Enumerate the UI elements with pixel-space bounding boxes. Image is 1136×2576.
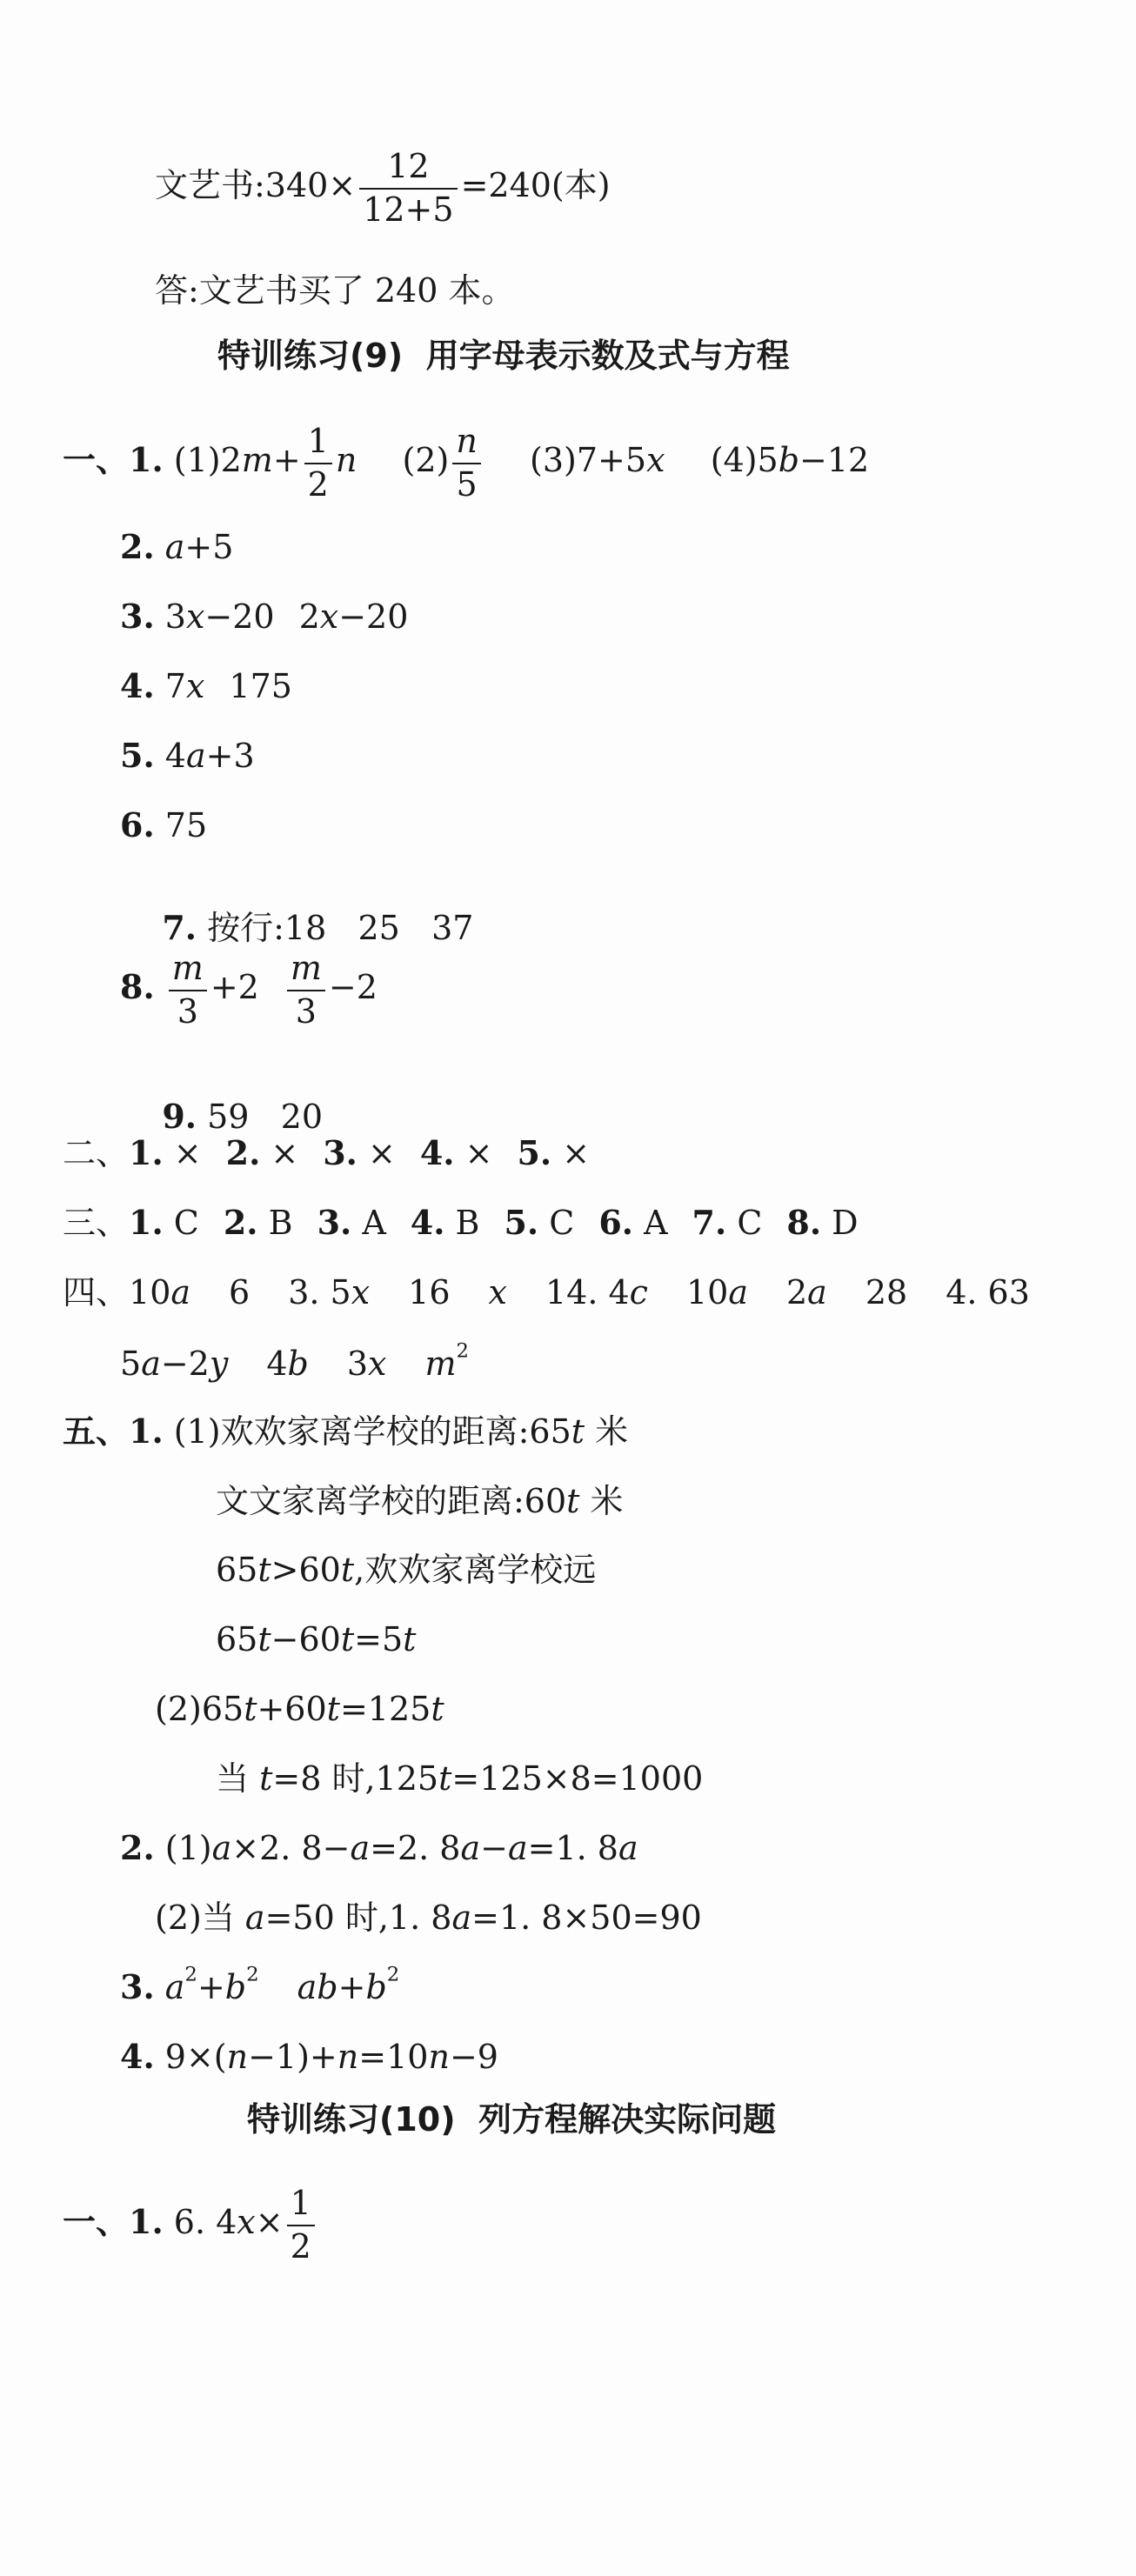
variable: a xyxy=(164,1968,185,2006)
variable: x xyxy=(646,441,665,480)
item-label: 7. xyxy=(692,1203,727,1242)
item-text: =10 xyxy=(358,2038,429,2076)
variable: a xyxy=(807,1273,827,1311)
item-text: 5 xyxy=(120,1345,142,1383)
item-text: =2. 8 xyxy=(370,1829,461,1867)
item-label: 3. xyxy=(120,597,155,636)
variable: m xyxy=(424,1345,457,1383)
variable: a xyxy=(507,1829,528,1867)
item-text: +5 xyxy=(184,528,234,566)
item-text: 2 xyxy=(785,1273,808,1311)
variable: t xyxy=(566,1482,580,1520)
variable: a xyxy=(170,1273,191,1311)
variable: a xyxy=(211,1829,232,1867)
item-text: +2 xyxy=(210,968,259,1007)
item-label: 8. xyxy=(786,1203,822,1242)
q1-item2 xyxy=(120,527,234,566)
q5-1-line2 xyxy=(216,1482,624,1520)
fraction-denominator: 2 xyxy=(290,2226,311,2266)
variable: t xyxy=(571,1412,585,1451)
item-text: 文文家离学校的距离:60 xyxy=(216,1482,567,1520)
variable: b xyxy=(778,441,800,480)
fraction-denominator: 3 xyxy=(295,991,317,1031)
fraction-numerator: 12 xyxy=(359,148,457,190)
q1-item4 xyxy=(120,666,292,705)
item-text: =50 时,1. 8 xyxy=(264,1899,452,1937)
fraction-denominator: 12+5 xyxy=(363,190,454,229)
item-text: 59 20 xyxy=(207,1098,324,1136)
item-label: 三、 xyxy=(63,1204,130,1242)
variable: a xyxy=(728,1273,748,1311)
q5-2-line2 xyxy=(155,1899,702,1937)
wenyi-answer: 答:文艺书买了 240 本。 xyxy=(155,271,515,310)
item-text: 75 xyxy=(164,806,208,844)
item-label: 2. xyxy=(223,1203,258,1242)
choice: C xyxy=(737,1204,763,1242)
item-text: 4 xyxy=(164,737,186,775)
item-text: + xyxy=(197,1968,225,2006)
wenyi-calc xyxy=(155,148,611,229)
q2-row xyxy=(63,1133,591,1172)
q5-3 xyxy=(120,1963,400,2006)
variable: t xyxy=(257,1551,271,1589)
item-label: 5. xyxy=(517,1133,552,1172)
variable: n xyxy=(335,441,358,480)
choice: B xyxy=(455,1204,480,1242)
item-label: 3. xyxy=(120,1967,155,2006)
item-label: 5. xyxy=(504,1203,539,1242)
q1-item3 xyxy=(120,597,409,636)
item-label: 4. xyxy=(410,1203,445,1242)
item-text: 4 xyxy=(266,1345,288,1383)
fraction xyxy=(304,423,332,504)
item-label: 6. xyxy=(598,1203,633,1242)
variable: t xyxy=(340,1551,355,1589)
item-text: + xyxy=(272,441,301,480)
item-text: × xyxy=(255,2203,284,2242)
q1-item6 xyxy=(120,805,208,844)
variable: n xyxy=(428,2038,450,2076)
fraction-numerator: m xyxy=(169,950,207,991)
item-text: 14. 4 xyxy=(545,1273,630,1311)
variable: x xyxy=(368,1345,387,1383)
item-text: (2)当 xyxy=(155,1899,245,1937)
item-text: 当 xyxy=(216,1759,260,1798)
cross-mark: × xyxy=(562,1134,591,1172)
item-label: 3. xyxy=(323,1133,358,1172)
variable: a xyxy=(244,1899,265,1937)
q1-item8 xyxy=(120,950,378,1031)
item-text: (2)65 xyxy=(155,1690,244,1728)
item-label: 一、1. xyxy=(63,2202,164,2242)
item-text: −2 xyxy=(328,968,378,1007)
item-text: + xyxy=(337,1968,366,2006)
item-text: 28 xyxy=(865,1273,908,1311)
item-text: (4)5 xyxy=(710,441,778,480)
variable: t xyxy=(438,1759,452,1798)
variable: a xyxy=(618,1829,638,1867)
item-label: 8. xyxy=(120,967,155,1007)
variable: t xyxy=(257,1620,271,1658)
variable: x xyxy=(237,2203,256,2242)
cross-mark: × xyxy=(368,1134,396,1172)
cross-mark: × xyxy=(271,1134,299,1172)
item-label: 四、 xyxy=(63,1273,130,1311)
q5-1-line5 xyxy=(155,1690,444,1728)
variable: b xyxy=(287,1345,309,1383)
variable: m xyxy=(241,441,273,480)
item-text: ,欢欢家离学校远 xyxy=(354,1551,597,1589)
fraction-denominator: 2 xyxy=(307,464,329,504)
variable: t xyxy=(259,1759,273,1798)
item-text: 3. 5 xyxy=(288,1273,351,1311)
wenyi-fraction xyxy=(359,148,457,229)
item-label: 6. xyxy=(120,805,155,844)
item-text: 6. 4 xyxy=(173,2203,237,2242)
item-text: =125×8=1000 xyxy=(451,1759,704,1798)
item-label: 一、1. xyxy=(63,440,164,480)
wenyi-suffix: =240(本) xyxy=(460,166,611,205)
q5-1-line1 xyxy=(63,1411,629,1451)
item-text: 3 xyxy=(346,1345,369,1383)
variable: t xyxy=(431,1690,444,1728)
variable: a xyxy=(460,1829,481,1867)
variable: n xyxy=(226,2038,249,2076)
item-text: 按行:18 25 37 xyxy=(207,909,474,947)
q1-item1 xyxy=(63,423,869,504)
item-text: 米 xyxy=(579,1482,624,1520)
superscript: 2 xyxy=(184,1963,197,1986)
item-text: (1)欢欢家离学校的距离:65 xyxy=(173,1412,571,1451)
item-text: 10 xyxy=(129,1273,171,1311)
choice: C xyxy=(549,1204,575,1242)
item-text: −20 xyxy=(204,597,275,636)
item-text: 10 xyxy=(685,1273,729,1311)
item-text: 4. 63 xyxy=(946,1273,1030,1311)
q5-1-line6 xyxy=(216,1759,704,1798)
fraction xyxy=(452,423,480,504)
item-label: 2. xyxy=(120,1828,155,1867)
q5-2-line1 xyxy=(120,1828,638,1867)
q5-1-line3 xyxy=(216,1551,597,1589)
item-label: 1. xyxy=(129,1133,164,1172)
fraction-numerator: 1 xyxy=(304,423,332,464)
q5-1-line4 xyxy=(216,1620,417,1658)
item-label: 五、1. xyxy=(63,1411,164,1451)
variable: n xyxy=(337,2038,359,2076)
item-text: 175 xyxy=(229,667,292,705)
superscript: 2 xyxy=(386,1963,400,1986)
section-10-title: 特训练习(10) 列方程解决实际问题 xyxy=(247,2100,777,2139)
variable: a xyxy=(141,1345,161,1383)
item-text: =125 xyxy=(339,1690,431,1728)
item-label: 4. xyxy=(419,1133,455,1172)
cross-mark: × xyxy=(464,1134,493,1172)
section-9-title: 特训练习(9) 用字母表示数及式与方程 xyxy=(217,337,790,375)
fraction-numerator: 1 xyxy=(287,2185,315,2226)
item-text: −9 xyxy=(449,2038,498,2076)
item-text: +3 xyxy=(205,737,255,775)
variable: x xyxy=(488,1273,507,1311)
item-text: =1. 8×50=90 xyxy=(471,1899,702,1937)
variable: x xyxy=(185,597,205,636)
choice: A xyxy=(644,1204,668,1242)
item-text: 米 xyxy=(585,1412,629,1451)
variable: a xyxy=(185,737,206,775)
variable: x xyxy=(185,667,205,705)
fraction-numerator: m xyxy=(287,950,325,991)
superscript: 2 xyxy=(456,1339,470,1363)
variable: c xyxy=(629,1273,648,1311)
item-text: (1)2 xyxy=(173,441,242,480)
variable: a xyxy=(451,1899,472,1937)
item-text: −60 xyxy=(271,1620,341,1658)
fraction xyxy=(169,950,207,1031)
variable: a xyxy=(350,1829,371,1867)
variable: t xyxy=(340,1620,355,1658)
item-label: 1. xyxy=(129,1203,164,1242)
variable: ab xyxy=(297,1968,338,2006)
item-label: 2. xyxy=(225,1133,261,1172)
item-text: 6 xyxy=(229,1273,251,1311)
item-label: 4. xyxy=(120,666,155,705)
item-text: 16 xyxy=(408,1273,451,1311)
variable: t xyxy=(244,1690,257,1728)
q3-row xyxy=(63,1203,859,1242)
item-text: =1. 8 xyxy=(527,1829,618,1867)
item-label: 3. xyxy=(317,1203,352,1242)
item-text: (3)7+5 xyxy=(530,441,647,480)
cross-mark: × xyxy=(173,1134,202,1172)
fraction-numerator: n xyxy=(452,423,480,464)
variable: x xyxy=(319,597,339,636)
choice: C xyxy=(173,1204,199,1242)
variable: b xyxy=(365,1968,387,2006)
item-label: 5. xyxy=(120,736,155,775)
item-text: −12 xyxy=(799,441,870,480)
item-text: >60 xyxy=(271,1551,341,1589)
superscript: 2 xyxy=(246,1963,259,1986)
variable: t xyxy=(403,1620,417,1658)
choice: A xyxy=(362,1204,386,1242)
choice: B xyxy=(268,1204,293,1242)
variable: y xyxy=(209,1345,229,1383)
s10-item1 xyxy=(63,2185,318,2266)
item-text: 65 xyxy=(216,1551,258,1589)
variable: x xyxy=(351,1273,371,1311)
item-text: =8 时,125 xyxy=(272,1759,439,1798)
item-label: 9. xyxy=(162,1097,197,1136)
item-text: 2 xyxy=(298,597,320,636)
item-text: −1)+ xyxy=(248,2038,337,2076)
q5-4 xyxy=(120,2037,498,2076)
item-text: 7 xyxy=(164,667,186,705)
fraction-denominator: 3 xyxy=(177,991,198,1031)
item-text: 65 xyxy=(216,1620,258,1658)
item-text: ×2. 8− xyxy=(231,1829,351,1867)
fraction xyxy=(287,950,325,1031)
variable: b xyxy=(224,1968,247,2006)
item-label: 二、 xyxy=(63,1134,130,1172)
q4-row1 xyxy=(63,1273,1030,1311)
item-text: −2 xyxy=(160,1345,210,1383)
item-text: (2) xyxy=(402,441,450,480)
fraction xyxy=(287,2185,315,2266)
choice: D xyxy=(832,1204,859,1242)
item-text: − xyxy=(480,1829,508,1867)
q1-item5 xyxy=(120,736,255,775)
item-text: 3 xyxy=(164,597,186,636)
item-label: 7. xyxy=(162,908,197,947)
variable: t xyxy=(326,1690,340,1728)
item-text: +60 xyxy=(257,1690,327,1728)
wenyi-prefix: 文艺书:340× xyxy=(155,166,357,205)
item-label: 4. xyxy=(120,2037,155,2076)
item-text: (1) xyxy=(164,1829,212,1867)
item-text: −20 xyxy=(338,597,409,636)
variable: a xyxy=(164,528,185,566)
item-text: =5 xyxy=(354,1620,404,1658)
item-text: 9×( xyxy=(164,2038,227,2076)
item-label: 2. xyxy=(120,527,155,566)
q4-row2 xyxy=(120,1339,470,1383)
fraction-denominator: 5 xyxy=(456,464,478,504)
